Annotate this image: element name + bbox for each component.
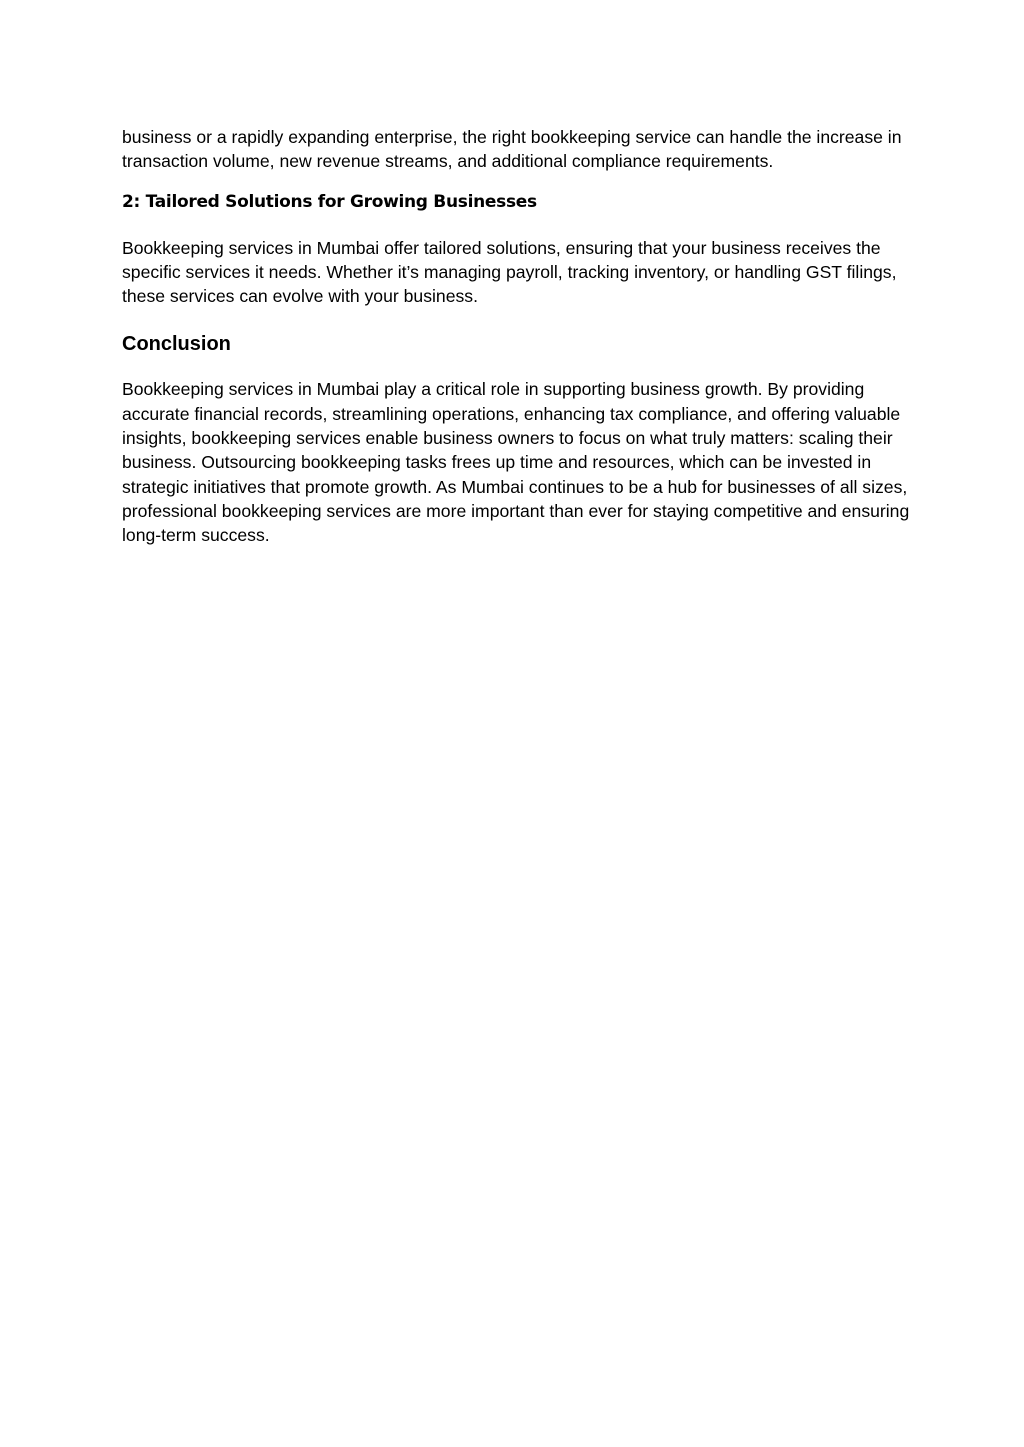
conclusion-paragraph: Bookkeeping services in Mumbai play a critical role in supporting business growth. By providing accurate financial records, streamlining operations, enhancing tax compliance, and offering valuable insights, bookkeeping services enable business owners to focus on what truly matters: scaling their business. Outsourcing bookkeeping tasks frees up time and resources, which can be invested in strategic initiatives that promote growth. As Mumbai continues to be a hub for businesses of all sizes, professional bookkeeping services are more important than ever for staying competitive and ensuring long-term success. [122, 379, 910, 546]
section-paragraph: Bookkeeping services in Mumbai offer tailored solutions, ensuring that your business receives the specific services it needs. Whether it’s managing payroll, tracking inventory, or handling GST filings, these services can evolve with your business. [122, 237, 897, 307]
intro-paragraph: business or a rapidly expanding enterprise, the right bookkeeping service can handle the increase in transaction volume, new revenue streams, and additional compliance requirements. [122, 127, 902, 172]
section-heading: 2: Tailored Solutions for Growing Businesses [122, 191, 537, 212]
conclusion-heading: Conclusion [122, 333, 231, 356]
page-content [122, 125, 912, 548]
